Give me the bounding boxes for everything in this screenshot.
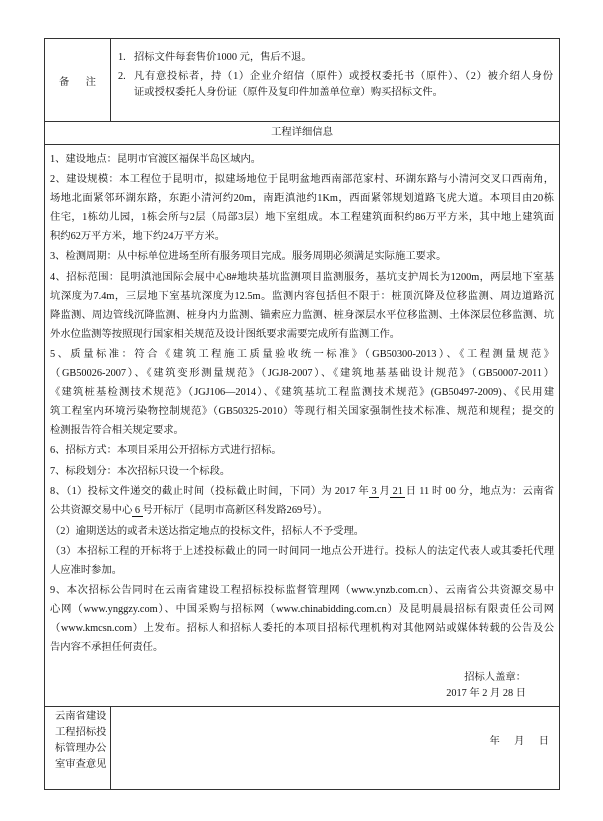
- review-label-line: 室审查意见: [55, 759, 107, 770]
- remarks-item-number: 2.: [118, 71, 126, 82]
- item-quality-standard: [50, 345, 554, 440]
- paragraph-line: 心网（www.ynggzy.com）、中国采购与招标网（www.chinabidding.com.cn）及昆明晨晨招标有限责任公司网: [50, 604, 554, 616]
- paragraph-line: 筑工程室内环境污染物控制规范》（GB50325-2010）等现行相关国家强制性技术标准、规范和规程；提交的: [50, 406, 554, 418]
- review-label-line: 云南省建设: [55, 711, 107, 722]
- paragraph-line: 场地北面紧邻环湖东路，东距小清河约20m，南距滇池约1Km，西面紧邻规划道路飞虎大道。本项目由20栋: [50, 192, 554, 204]
- paragraph-line: 检测报告符合相关规定要求。: [50, 425, 184, 437]
- remarks-item-number: 1.: [118, 52, 126, 63]
- deadline-month-unit: 月: [379, 486, 391, 498]
- deadline-text: 8、（1）投标文件递交的截止时间（投标截止时间，下同）为 2017 年: [50, 486, 369, 498]
- tender-form-table: [44, 38, 560, 790]
- item-bid-opening: [50, 542, 554, 580]
- details-cell: [45, 145, 559, 707]
- review-date: 年 月 日: [489, 736, 551, 747]
- item-submission-deadline: [50, 482, 554, 520]
- remarks-item-line: 凡有意投标者，持（1）企业介绍信（原件）或授权委托书（原件）、（2）被介绍人身份: [134, 71, 553, 82]
- paragraph-line: 坑深度为7.4m，三层地下室基坑深度为12.5m。监测内容包括但不限于：桩顶沉降及位移监测、周边道路沉: [50, 290, 554, 302]
- paragraph-line: 降监测、周边管线沉降监测、桩身内力监测、锚索应力监测、桩身深层水平位移监测、土体深层位移监测、坑: [50, 309, 554, 321]
- details-heading: 工程详细信息: [271, 127, 333, 138]
- paragraph-line: 3、检测周期：从中标单位进场至所有服务项目完成。服务周期必须满足实际施工要求。: [50, 251, 447, 263]
- details-heading-row: [45, 122, 559, 145]
- item-tender-scope: [50, 268, 554, 344]
- paragraph-line: 住宅，1栋幼儿园，1栋会所与2层（局部3层）地下室组成。本工程建筑面积约86万平方米，其中地上建筑面: [50, 211, 554, 223]
- deadline-day-field: 21: [390, 486, 405, 498]
- paragraph-line: 《建筑桩基检测技术规范》（JGJ106—2014）、《建筑基坑工程监测技术规范》(GB50497-2009)、《民用建: [50, 387, 554, 399]
- paragraph-line: （GB50026-2007）、《建筑变形测量规范》（JGJ8-2007）、《建筑地基基础设计规范》（GB50007-2011）: [50, 368, 554, 380]
- item-tender-method: [50, 441, 554, 460]
- remarks-item-text: [134, 69, 553, 101]
- paragraph-line: （2）逾期送达的或者未送达指定地点的投标文件，招标人不予受理。: [50, 525, 365, 537]
- tenderer-signature: [446, 670, 526, 702]
- paragraph-line: 2、建设规模：本工程位于昆明市，拟建场地位于昆明盆地西南部范家村、环湖东路与小清河交叉口西南角，: [50, 173, 554, 185]
- paragraph-line: 1、建设地点：昆明市官渡区福保半岛区域内。: [50, 153, 262, 165]
- item-construction-location: [50, 150, 554, 169]
- remarks-item-line: 证或授权委托人身份证（原件及复印件加盖单位章）购买招标文件。: [134, 87, 443, 98]
- item-late-submission: [50, 522, 554, 541]
- item-construction-scale: [50, 170, 554, 246]
- paragraph-line: 积约62万平方米，地下约24万平方米。: [50, 230, 226, 242]
- deadline-location-text: 公共资源交易中心: [50, 505, 133, 517]
- review-label: [45, 707, 111, 789]
- paragraph-line: 4、招标范围：昆明滇池国际会展中心8#地块基坑监测项目监测服务，基坑支护周长为1200m，两层地下室基: [50, 271, 554, 283]
- review-label-line: 标管理办公: [55, 743, 107, 754]
- remarks-item-text: [134, 50, 553, 66]
- remarks-content: [111, 39, 559, 121]
- deadline-month-field: 3: [369, 486, 379, 498]
- paragraph-line: （3）本招标工程的开标将于上述投标截止的同一时间同一地点公开进行。投标人的法定代表人或其委托代理: [50, 546, 554, 558]
- review-row: [45, 707, 559, 789]
- remarks-item-line: 招标文件每套售价1000 元，售后不退。: [134, 52, 312, 63]
- remarks-label: 备 注: [45, 39, 111, 121]
- paragraph-line: 9、本次招标公告同时在云南省建设工程招标投标监督管理网（www.ynzb.com.cn）、云南省公共资源交易中: [50, 585, 554, 597]
- paragraph-line: [50, 501, 554, 520]
- deadline-location-text: 号开标厅（昆明市高新区科发路269号）。: [142, 505, 328, 517]
- paragraph-line: 6、招标方式：本项目采用公开招标方式进行招标。: [50, 445, 282, 457]
- signature-label: 招标人盖章：: [464, 672, 526, 683]
- item-lot-division: [50, 462, 554, 481]
- remarks-row: [45, 39, 559, 122]
- paragraph-line: 外水位监测等按照现行国家相关规范及设计图纸要求需要完成所有监测工作。: [50, 328, 401, 340]
- review-label-line: 工程招标投: [55, 727, 107, 738]
- paragraph-line: 7、标段划分：本次招标只设一个标段。: [50, 465, 231, 477]
- remarks-item: [118, 69, 553, 101]
- item-inspection-period: [50, 247, 554, 266]
- signature-date: 2017 年 2 月 28 日: [446, 688, 526, 699]
- item-publication: [50, 581, 554, 657]
- deadline-text: 日 11 时 00 分，地点为：云南省: [405, 486, 555, 498]
- remarks-item: [118, 50, 553, 66]
- paragraph-line: 人应准时参加。: [50, 565, 123, 577]
- paragraph-line: [50, 482, 554, 501]
- paragraph-line: （www.kmcsn.com）上发布。招标人和招标人委托的本项目招标代理机构对其他网站或媒体转载的公告及公: [50, 623, 554, 635]
- paragraph-line: 告内容不承担任何责任。: [50, 642, 164, 654]
- paragraph-line: 5、质量标准：符合《建筑工程施工质量验收统一标准》（GB50300-2013）、《工程测量规范》: [50, 349, 554, 361]
- deadline-room-field: 6: [132, 505, 142, 517]
- review-content: [111, 707, 559, 789]
